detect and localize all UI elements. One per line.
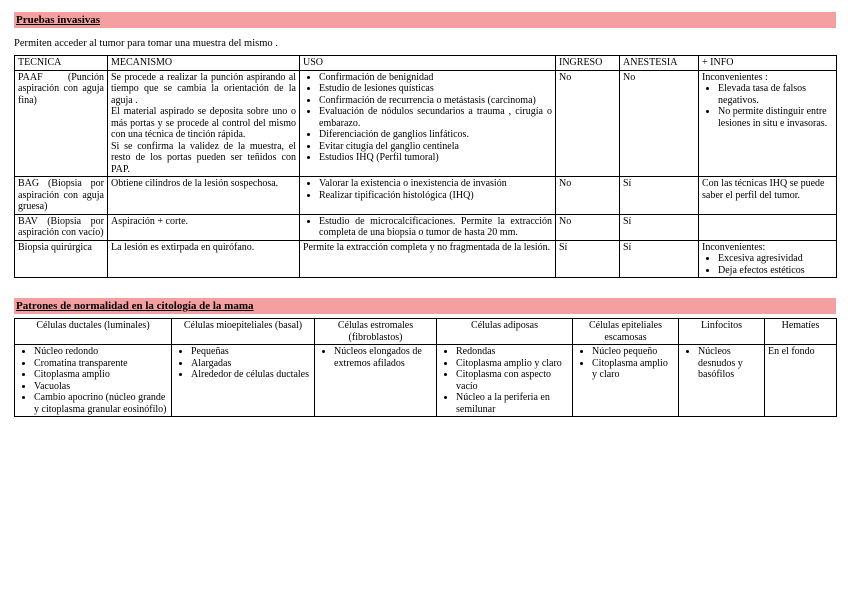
anestesia-cell: Sí	[620, 214, 699, 240]
list-item: • Cambio apocrino (núcleo grande y citoplasma granular eosinófilo)	[34, 392, 168, 415]
estromal-cell	[315, 345, 437, 417]
list-item: • Citoplasma amplio y claro	[592, 358, 675, 381]
header-adiposa: Células adiposas	[437, 319, 573, 345]
ingreso-cell: No	[556, 214, 620, 240]
uso-cell	[300, 70, 556, 177]
list-item: • Núcleo pequeño	[592, 346, 675, 358]
list-item: • Núcleo a la periferia en semilunar	[456, 392, 569, 415]
list-item: • Vacuolas	[34, 381, 168, 393]
mecanismo-cell: Obtiene cilindros de la lesión sospechosa.	[108, 177, 300, 215]
header-estromal: Células estromales (fibroblastos)	[315, 319, 437, 345]
header-escamosa: Células epiteliales escamosas	[573, 319, 679, 345]
uso-cell	[300, 177, 556, 215]
header-mioepitelial: Células mioepiteliales (basal)	[172, 319, 315, 345]
list-item: • Estudio de lesiones quísticas	[319, 83, 552, 95]
list-item: • Redondas	[456, 346, 569, 358]
header-uso: USO	[300, 56, 556, 71]
list-item: • Citoplasma amplio	[34, 369, 168, 381]
list-item: • No permite distinguir entre lesiones in situ e invasoras.	[718, 106, 833, 129]
list-item: • Deja efectos estéticos	[718, 265, 833, 277]
info-cell	[699, 214, 837, 240]
list-item: • Estudios IHQ (Perfil tumoral)	[319, 152, 552, 164]
anestesia-cell: No	[620, 70, 699, 177]
list-item: • Evaluación de nódulos secundarios a trauma , cirugía o embarazo.	[319, 106, 552, 129]
info-title: Inconvenientes :	[702, 71, 768, 83]
header-ductal: Células ductales (luminales)	[15, 319, 172, 345]
anestesia-cell: Sí	[620, 177, 699, 215]
table-row	[15, 177, 837, 215]
hematies-cell: En el fondo	[765, 345, 837, 417]
list-item: • Elevada tasa de falsos negativos.	[718, 83, 833, 106]
header-ingreso: INGRESO	[556, 56, 620, 71]
list-item: • Núcleo redondo	[34, 346, 168, 358]
tecnica-cell: BAG (Biopsia por aspiración con aguja gruesa)	[15, 177, 108, 215]
list-item: • Estudio de microcalcificaciones. Permite la extracción completa de una biopsia o tumor de hasta 20 mm.	[319, 216, 552, 239]
list-item: • Confirmación de recurrencia o metástasis (carcinoma)	[319, 95, 552, 107]
table-header-row	[15, 56, 837, 71]
ingreso-cell: Sí	[556, 240, 620, 278]
document-page	[14, 12, 836, 417]
list-item: • Citoplasma con aspecto vacío	[456, 369, 569, 392]
adiposa-cell	[437, 345, 573, 417]
list-item: • Excesiva agresividad	[718, 253, 833, 265]
info-title: Inconvenientes:	[702, 241, 766, 253]
list-item: • Valorar la existencia o inexistencia de invasión	[319, 178, 552, 190]
list-item: • Núcleos desnudos y basófilos	[698, 346, 761, 381]
tecnica-cell: Biopsia quirúrgica	[15, 240, 108, 278]
tecnica-cell: BAV (Biopsia por aspiración con vacío)	[15, 214, 108, 240]
table-row	[15, 70, 837, 177]
anestesia-cell: Sí	[620, 240, 699, 278]
mioepitelial-cell	[172, 345, 315, 417]
mecanismo-line: El material aspirado se deposita sobre uno o más portas y se procede al control del mismo con una técnica de tinción rápida.	[111, 106, 296, 140]
invasive-tests-table	[14, 55, 837, 278]
info-cell	[699, 240, 837, 278]
section-title-invasive-tests: Pruebas invasivas	[14, 12, 836, 28]
list-item: • Núcleos elongados de extremos afilados	[334, 346, 433, 369]
uso-cell: Permite la extracción completa y no fragmentada de la lesión.	[300, 240, 556, 278]
mecanismo-cell	[108, 70, 300, 177]
section-title-cytology: Patrones de normalidad en la citología de la mama	[14, 298, 836, 314]
escamosa-cell	[573, 345, 679, 417]
header-linfocitos: Linfocitos	[679, 319, 765, 345]
list-item: • Citoplasma amplio y claro	[456, 358, 569, 370]
mecanismo-cell: Aspiración + corte.	[108, 214, 300, 240]
list-item: • Realizar tipificación histológica (IHQ)	[319, 190, 552, 202]
mecanismo-cell: La lesión es extirpada en quirófano.	[108, 240, 300, 278]
header-info: + INFO	[699, 56, 837, 71]
mecanismo-line: Si se confirma la validez de la muestra, el resto de los portas pueden ser teñidos con PAP.	[111, 140, 296, 175]
info-cell	[699, 70, 837, 177]
tecnica-cell: PAAF (Punción aspiración con aguja fina)	[15, 70, 108, 177]
mecanismo-line: Se procede a realizar la punción aspirando al tiempo que se cambia la orientación de la aguja .	[111, 71, 296, 106]
section-intro: Permiten acceder al tumor para tomar una muestra del mismo .	[14, 38, 278, 49]
table-row	[15, 240, 837, 278]
cytology-table	[14, 318, 837, 417]
list-item: • Diferenciación de ganglios linfáticos.	[319, 129, 552, 141]
ductal-cell	[15, 345, 172, 417]
header-mecanismo: MECANISMO	[108, 56, 300, 71]
list-item: • Pequeñas	[191, 346, 311, 358]
table-row	[15, 345, 837, 417]
list-item: • Evitar citugía del ganglio centinela	[319, 141, 552, 153]
list-item: • Alrededor de células ductales	[191, 369, 311, 381]
header-tecnica: TECNICA	[15, 56, 108, 71]
list-item: • Cromatina transparente	[34, 358, 168, 370]
ingreso-cell: No	[556, 177, 620, 215]
ingreso-cell: No	[556, 70, 620, 177]
list-item: • Confirmación de benignidad	[319, 72, 552, 84]
uso-cell	[300, 214, 556, 240]
header-anestesia: ANESTESIA	[620, 56, 699, 71]
table-header-row	[15, 319, 837, 345]
info-cell: Con las técnicas IHQ se puede saber el perfil del tumor.	[699, 177, 837, 215]
table-row	[15, 214, 837, 240]
linfocitos-cell	[679, 345, 765, 417]
header-hematies: Hematíes	[765, 319, 837, 345]
list-item: • Alargadas	[191, 358, 311, 370]
